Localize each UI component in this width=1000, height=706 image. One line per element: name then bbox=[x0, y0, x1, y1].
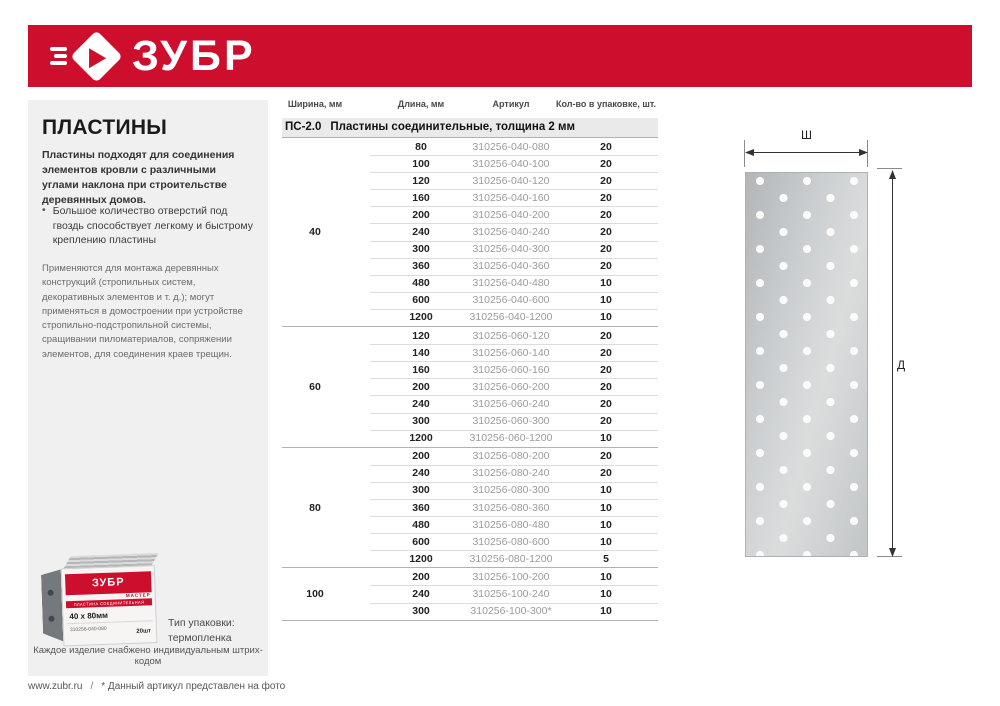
article-cell: 310256-040-360 bbox=[472, 259, 550, 272]
article-cell: 310256-080-240 bbox=[472, 467, 550, 480]
length-cell: 200 bbox=[412, 449, 430, 462]
bullet-dot: • bbox=[42, 204, 46, 216]
width-group bbox=[282, 447, 658, 568]
qty-cell: 20 bbox=[600, 397, 612, 410]
article-cell: 310256-080-480 bbox=[472, 518, 550, 531]
table-row bbox=[282, 516, 658, 533]
qty-cell: 20 bbox=[600, 208, 612, 221]
package-label-article: 310256-040-080 bbox=[69, 625, 107, 634]
article-cell: 310256-080-360 bbox=[472, 501, 550, 514]
table-row bbox=[282, 568, 658, 585]
length-cell: 240 bbox=[412, 225, 430, 238]
table-row bbox=[282, 395, 658, 412]
article-cell: 310256-040-480 bbox=[472, 277, 550, 290]
article-cell: 310256-060-240 bbox=[472, 397, 550, 410]
table-row bbox=[282, 430, 658, 447]
width-value: 80 bbox=[309, 501, 321, 514]
length-cell: 80 bbox=[415, 140, 427, 153]
table-row bbox=[282, 138, 658, 155]
qty-cell: 10 bbox=[600, 484, 612, 497]
qty-cell: 10 bbox=[600, 311, 612, 324]
qty-cell: 20 bbox=[600, 242, 612, 255]
qty-cell: 20 bbox=[600, 380, 612, 393]
article-cell: 310256-060-1200 bbox=[469, 431, 553, 444]
table-row bbox=[282, 378, 658, 395]
article-cell: 310256-040-080 bbox=[472, 140, 550, 153]
qty-cell: 20 bbox=[600, 259, 612, 272]
width-value: 40 bbox=[309, 226, 321, 239]
qty-cell: 20 bbox=[600, 191, 612, 204]
table-row bbox=[282, 241, 658, 258]
qty-cell: 5 bbox=[603, 552, 609, 565]
width-value: 60 bbox=[309, 380, 321, 393]
length-cell: 240 bbox=[412, 467, 430, 480]
article-cell: 310256-040-1200 bbox=[469, 311, 553, 324]
qty-cell: 10 bbox=[600, 570, 612, 583]
qty-cell: 20 bbox=[600, 174, 612, 187]
packaging-type-value: термопленка bbox=[168, 632, 232, 645]
table-row bbox=[282, 206, 658, 223]
table-row bbox=[282, 448, 658, 465]
qty-cell: 10 bbox=[600, 501, 612, 514]
qty-cell: 10 bbox=[600, 535, 612, 548]
length-cell: 300 bbox=[412, 242, 430, 255]
package-label-product-strip: ПЛАСТИНА СОЕДИНИТЕЛЬНАЯ bbox=[66, 598, 152, 608]
length-cell: 600 bbox=[412, 535, 430, 548]
length-cell: 1200 bbox=[409, 552, 433, 565]
section-code: ПС-2.0 bbox=[285, 121, 322, 133]
table-row bbox=[282, 309, 658, 326]
article-cell: 310256-060-140 bbox=[472, 346, 550, 359]
article-cell: 310256-100-300* bbox=[470, 604, 552, 617]
length-cell: 200 bbox=[412, 570, 430, 583]
article-cell: 310256-080-1200 bbox=[469, 552, 553, 565]
article-cell: 310256-040-120 bbox=[472, 174, 550, 187]
article-cell: 310256-100-200 bbox=[472, 570, 550, 583]
footer-separator: / bbox=[90, 681, 94, 692]
length-cell: 480 bbox=[412, 518, 430, 531]
article-cell: 310256-060-160 bbox=[472, 363, 550, 376]
packaging-type bbox=[168, 616, 235, 646]
feature-bullet bbox=[42, 204, 254, 248]
length-cell: 300 bbox=[412, 484, 430, 497]
article-cell: 310256-040-160 bbox=[472, 191, 550, 204]
table-row bbox=[282, 172, 658, 189]
article-cell: 310256-060-300 bbox=[472, 414, 550, 427]
article-cell: 310256-080-600 bbox=[472, 535, 550, 548]
length-cell: 300 bbox=[412, 604, 430, 617]
package-side-face bbox=[41, 569, 64, 642]
qty-cell: 10 bbox=[600, 518, 612, 531]
footer-note: * Данный артикул представлен на фото bbox=[101, 681, 286, 692]
width-value: 100 bbox=[306, 587, 324, 600]
width-group bbox=[282, 326, 658, 447]
qty-cell: 10 bbox=[600, 294, 612, 307]
width-dimension-arrow bbox=[745, 147, 868, 158]
page-title: ПЛАСТИНЫ bbox=[42, 116, 168, 139]
feature-bullet-text: Большое количество отверстий под гвоздь способствует легкому и быстрому креплению пластины bbox=[52, 205, 253, 247]
table-row bbox=[282, 223, 658, 240]
length-cell: 240 bbox=[412, 397, 430, 410]
column-header-length: Длина, мм bbox=[397, 99, 445, 109]
length-cell: 480 bbox=[412, 277, 430, 290]
length-cell: 140 bbox=[412, 346, 430, 359]
column-header-qty: Кол-во в упаковке, шт. bbox=[556, 99, 656, 109]
logo-speed-lines-icon bbox=[50, 47, 67, 65]
qty-cell: 20 bbox=[600, 140, 612, 153]
table-row bbox=[282, 258, 658, 275]
article-cell: 310256-100-240 bbox=[472, 587, 550, 600]
length-dimension-arrow bbox=[887, 170, 898, 557]
table-row bbox=[282, 603, 658, 620]
length-extension-line-top bbox=[877, 168, 902, 169]
table-row bbox=[282, 413, 658, 430]
table-row bbox=[282, 275, 658, 292]
qty-cell: 20 bbox=[600, 363, 612, 376]
length-cell: 360 bbox=[412, 501, 430, 514]
table-row bbox=[282, 499, 658, 516]
length-cell: 100 bbox=[412, 157, 430, 170]
article-cell: 310256-060-200 bbox=[472, 380, 550, 393]
perforated-plate-image bbox=[745, 172, 868, 557]
qty-cell: 20 bbox=[600, 157, 612, 170]
length-cell: 1200 bbox=[409, 431, 433, 444]
qty-cell: 10 bbox=[600, 277, 612, 290]
table-row bbox=[282, 465, 658, 482]
width-dimension-label: Ш bbox=[801, 128, 812, 142]
article-cell: 310256-040-300 bbox=[472, 242, 550, 255]
qty-cell: 20 bbox=[600, 449, 612, 462]
column-header-article: Артикул bbox=[492, 99, 530, 109]
table-row bbox=[282, 292, 658, 309]
brand-banner bbox=[28, 25, 972, 87]
article-cell: 310256-080-300 bbox=[472, 484, 550, 497]
table-body bbox=[282, 137, 658, 621]
article-cell: 310256-040-100 bbox=[472, 157, 550, 170]
qty-cell: 20 bbox=[600, 414, 612, 427]
length-cell: 600 bbox=[412, 294, 430, 307]
article-cell: 310256-080-200 bbox=[472, 449, 550, 462]
zubr-logo bbox=[50, 31, 256, 80]
packaging-type-label: Тип упаковки: bbox=[168, 617, 235, 629]
package-label-size: 40 х 80мм bbox=[66, 607, 152, 624]
article-cell: 310256-040-200 bbox=[472, 208, 550, 221]
qty-cell: 20 bbox=[600, 467, 612, 480]
length-cell: 160 bbox=[412, 363, 430, 376]
length-cell: 240 bbox=[412, 587, 430, 600]
length-dimension-label: Д bbox=[897, 358, 906, 372]
site-link[interactable]: www.zubr.ru bbox=[28, 681, 83, 692]
width-group bbox=[282, 567, 658, 619]
table-row bbox=[282, 344, 658, 361]
length-cell: 120 bbox=[412, 174, 430, 187]
section-name: Пластины соединительные, толщина 2 мм bbox=[330, 121, 576, 133]
column-header-width: Ширина, мм bbox=[287, 99, 343, 109]
table-section-header bbox=[282, 118, 658, 137]
length-cell: 160 bbox=[412, 191, 430, 204]
qty-cell: 10 bbox=[600, 604, 612, 617]
qty-cell: 20 bbox=[600, 329, 612, 342]
table-row bbox=[282, 533, 658, 550]
package-label-series: МАСТЕР bbox=[125, 592, 151, 599]
width-group bbox=[282, 137, 658, 326]
length-cell: 200 bbox=[412, 380, 430, 393]
table-row bbox=[282, 327, 658, 344]
qty-cell: 10 bbox=[600, 587, 612, 600]
length-cell: 360 bbox=[412, 259, 430, 272]
table-row bbox=[282, 155, 658, 172]
qty-cell: 20 bbox=[600, 225, 612, 238]
table-row bbox=[282, 482, 658, 499]
article-cell: 310256-060-120 bbox=[472, 329, 550, 342]
table-row bbox=[282, 361, 658, 378]
length-cell: 300 bbox=[412, 414, 430, 427]
article-cell: 310256-040-240 bbox=[472, 225, 550, 238]
logo-diamond-arrow-icon bbox=[70, 30, 122, 82]
qty-cell: 20 bbox=[600, 346, 612, 359]
page-footer bbox=[28, 681, 285, 692]
table-row bbox=[282, 189, 658, 206]
length-cell: 120 bbox=[412, 329, 430, 342]
logo-wordmark: ЗУБР bbox=[132, 31, 256, 80]
package-label bbox=[61, 565, 158, 646]
table-row bbox=[282, 585, 658, 602]
package-label-qty: 20шт bbox=[136, 628, 152, 635]
length-cell: 200 bbox=[412, 208, 430, 221]
qty-cell: 10 bbox=[600, 431, 612, 444]
intro-text: Пластины подходят для соединения элементов кровли с различными углами наклона при строительстве деревянных домов. bbox=[42, 149, 235, 206]
table-row bbox=[282, 550, 658, 567]
length-cell: 1200 bbox=[409, 311, 433, 324]
barcode-note: Каждое изделие снабжено индивидуальным штрих-кодом bbox=[33, 645, 263, 667]
package-photo bbox=[40, 550, 163, 656]
sidebar bbox=[28, 100, 268, 676]
application-description: Применяются для монтажа деревянных конструкций (стропильных систем, декоративных элементов и т. д.); могут применяться в домостроении при устройстве стропильно-подстропильной системы, сращивании пиломатериалов, сопряжении элементов, для соединения краев трещин. bbox=[42, 263, 243, 360]
package-label-brand: ЗУБР bbox=[65, 571, 152, 595]
article-cell: 310256-040-600 bbox=[472, 294, 550, 307]
